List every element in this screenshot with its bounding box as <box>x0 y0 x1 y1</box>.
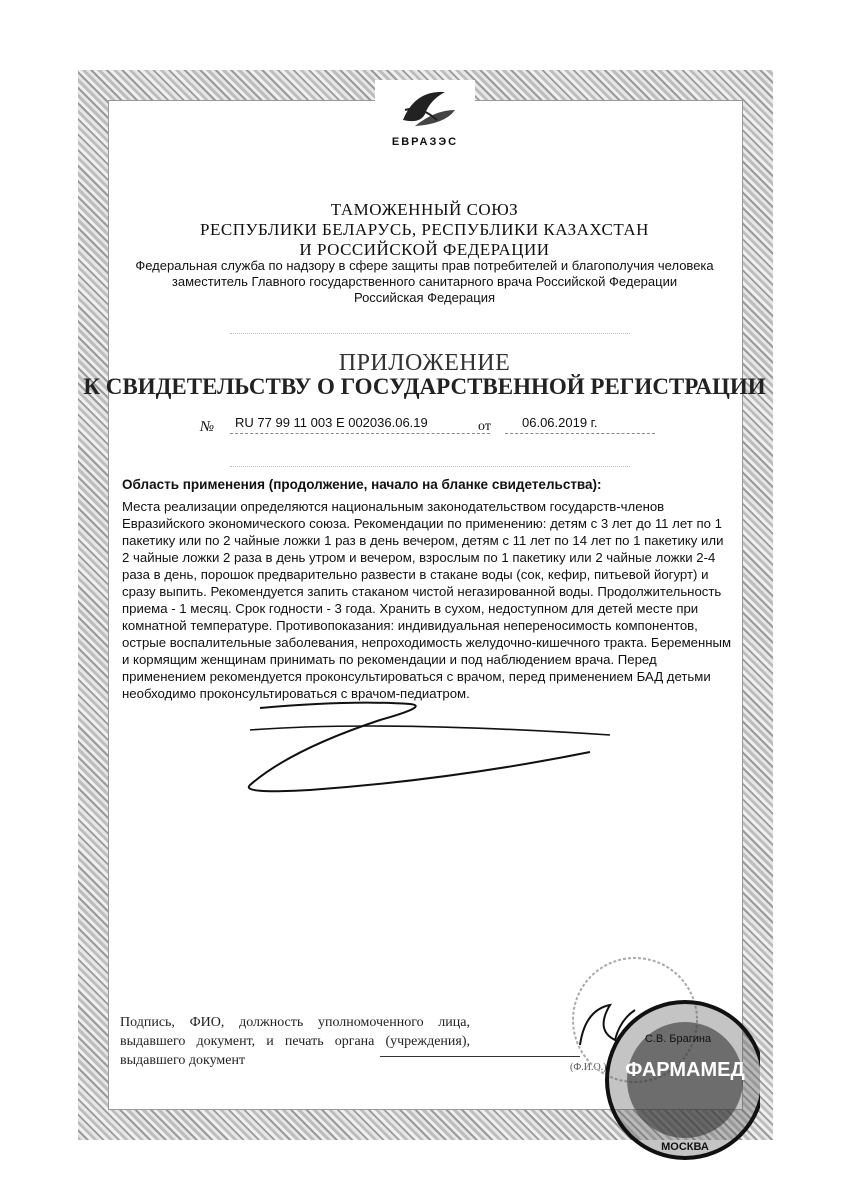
signature-caption: Подпись, ФИО, должность уполномоченного лица, выдавшего документ, и печать органа (учреждения), выдавшего документ <box>120 1015 470 1068</box>
doc-subtitle: К СВИДЕТЕЛЬСТВУ О ГОСУДАРСТВЕННОЙ РЕГИСТРАЦИИ <box>83 374 766 399</box>
divider <box>230 333 630 334</box>
agency-name: Федеральная служба по надзору в сфере защиты прав потребителей и благополучия человека <box>135 258 714 273</box>
stamp-name: С.В. Брагина <box>644 1033 712 1045</box>
registration-date: 06.06.2019 г. <box>522 415 598 430</box>
number-underline <box>230 433 490 434</box>
body-line: применением рекомендуется проконсультироваться с врачом, перед применением БАД детьми <box>122 669 711 684</box>
fio-label: (Ф.И.О.) <box>570 1062 607 1073</box>
eurasec-logo <box>375 80 475 155</box>
body-line: необходимо проконсультироваться с врачом-педиатром. <box>122 686 470 701</box>
body-line: приема - 1 месяц. Срок годности - 3 года. Хранить в сухом, недоступном для детей месте при <box>122 601 699 616</box>
body-line: 2 чайные ложки 2 раза в день утром и вечером, взрослым по 1 пакетику или 2 чайные ложки 2-4 <box>122 550 716 565</box>
body-line: раза в день, порошок предварительно развести в стакане воды (сок, кефир, питьевой йогурт) и <box>122 567 709 582</box>
body-line: комнатной температуре. Противопоказания: индивидуальная непереносимость компонентов, <box>122 618 698 633</box>
header-line-2: РЕСПУБЛИКИ БЕЛАРУСЬ, РЕСПУБЛИКИ КАЗАХСТАН <box>200 220 649 239</box>
header-line-3: И РОССИЙСКОЙ ФЕДЕРАЦИИ <box>299 240 550 259</box>
signature-line <box>380 1056 580 1057</box>
stamp-city: МОСКВА <box>661 1141 709 1153</box>
official-seal <box>560 950 760 1170</box>
number-label: № <box>200 419 215 435</box>
body-line: острые воспалительные заболевания, непроходимость желудочно-кишечного тракта. Беременным <box>122 635 732 650</box>
stamp-org: ФАРМАМЕД <box>625 1059 745 1081</box>
body-line: Места реализации определяются национальным законодательством государств-членов <box>122 499 665 514</box>
country: Российская Федерация <box>353 290 496 305</box>
section-heading: Область применения (продолжение, начало на бланке свидетельства): <box>122 477 602 492</box>
header-line-1: ТАМОЖЕННЫЙ СОЮЗ <box>330 200 519 219</box>
registration-number: RU 77 99 11 003 E 002036.06.19 <box>235 415 428 430</box>
date-underline <box>505 433 655 434</box>
body-line: сразу выпить. Рекомендуется запить стаканом чистой негазированной воды. Продолжительность <box>122 584 722 599</box>
divider <box>230 466 630 467</box>
section-body <box>122 498 762 702</box>
handwritten-signature <box>230 690 650 800</box>
date-label: от <box>478 419 491 434</box>
body-line: Евразийского экономического союза. Рекомендации по применению: детям с 3 лет до 11 лет по 1 <box>122 516 722 531</box>
official-title: заместитель Главного государственного санитарного врача Российской Федерации <box>171 274 678 289</box>
emblem-icon <box>375 80 475 136</box>
logo-text: ЕВРАЗЭС <box>391 136 459 148</box>
doc-title: ПРИЛОЖЕНИЕ <box>338 350 511 376</box>
body-line: пакетику или по 2 чайные ложки 1 раз в день вечером, детям с 11 лет по 14 лет по 1 пакетику или <box>122 533 724 548</box>
body-line: и кормящим женщинам принимать по рекомендации и под наблюдением врача. Перед <box>122 652 657 667</box>
